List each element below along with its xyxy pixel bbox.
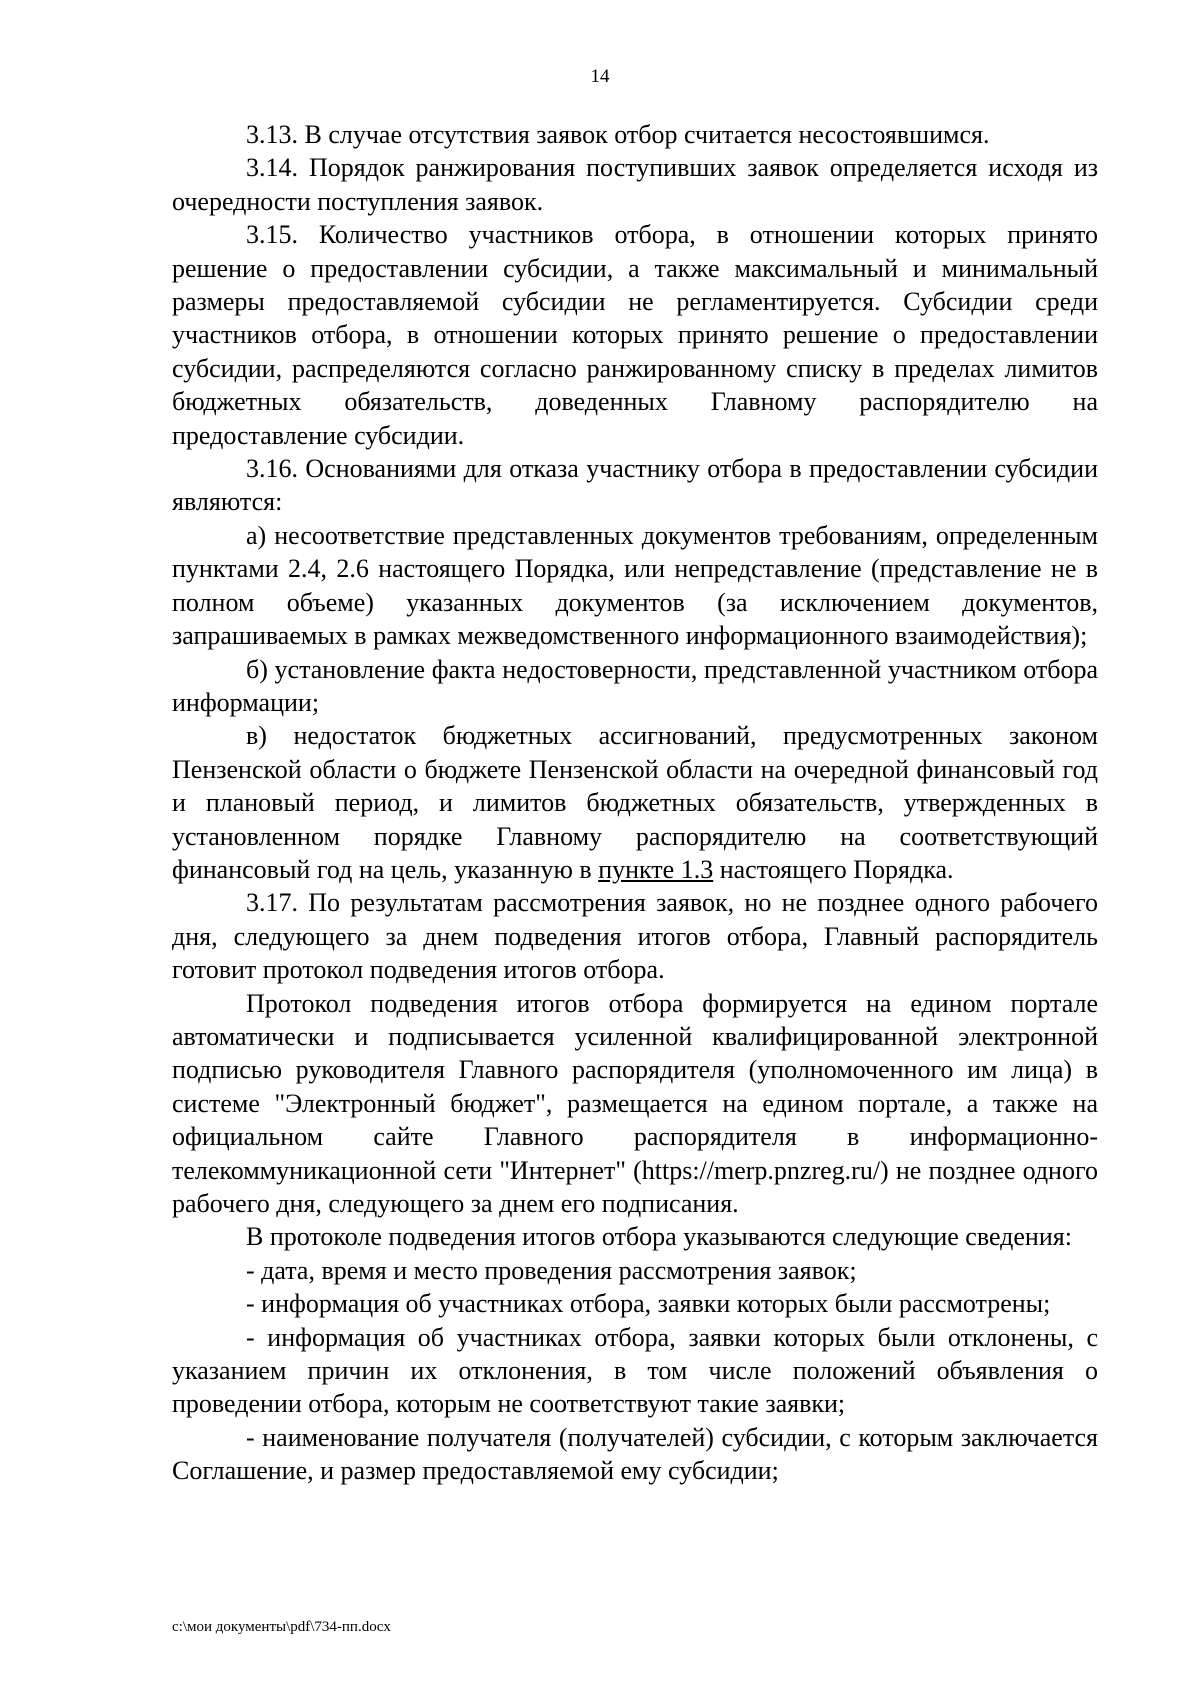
- paragraph-3-13: 3.13. В случае отсутствия заявок отбор считается несостоявшимся.: [246, 120, 990, 149]
- list-item-date-time: - дата, время и место проведения рассмотрения заявок;: [246, 1255, 857, 1285]
- footer-file-path: c:\мои документы\pdf\734-пп.docx: [172, 1619, 391, 1635]
- list-item-recipient: - наименование получателя (получателей) субсидии, с которым заключается Соглашение, и размер предоставляемой ему субсидии;: [172, 1422, 1098, 1486]
- paragraph-3-17: 3.17. По результатам рассмотрения заявок, но не позднее одного рабочего дня, следующего за днем подведения итогов отбора, Главный распорядитель готовит протокол подведения итогов отбора.: [172, 888, 1098, 985]
- clause-1-3-link[interactable]: пункте 1.3: [598, 854, 714, 884]
- paragraph-3-16-c-end: настоящего Порядка.: [713, 854, 954, 884]
- paragraph-3-14: 3.14. Порядок ранжирования поступивших заявок определяется исходя из очередности поступления заявок.: [172, 153, 1098, 216]
- paragraph-3-16-c: [172, 719, 1098, 886]
- paragraph-3-16-b: б) установление факта недостоверности, представленной участником отбора информации;: [172, 654, 1098, 717]
- list-item-rejected: - информация об участниках отбора, заявки которых были отклонены, с указанием причин их отклонения, в том числе положений объявления о проведении отбора, которым не соответствуют такие заявки;: [172, 1322, 1098, 1419]
- list-item-reviewed: - информация об участниках отбора, заявки которых были рассмотрены;: [246, 1289, 1051, 1319]
- paragraph-protocol: Протокол подведения итогов отбора формируется на едином портале автоматически и подписывается усиленной квалифицированной электронной подписью руководителя Главного распорядителя (уполномоченного им лица) в системе "Электронный бюджет", размещается на едином портале, а также на официальном сайте Главного распорядителя в информационно-телекоммуникационной сети "Интернет" (https://merp.pnzreg.ru/) не позднее одного рабочего дня, следующего за днем его подписания.: [172, 988, 1098, 1218]
- paragraph-3-15: 3.15. Количество участников отбора, в отношении которых принято решение о предоставлении субсидии, а также максимальный и минимальный размеры предоставляемой субсидии не регламентируется. Субсидии среди участников отбора, в отношении которых принято решение о предоставлении субсидии, распределяются согласно ранжированному списку в пределах лимитов бюджетных обязательств, доведенных Главному распорядителю на предоставление субсидии.: [172, 220, 1098, 450]
- document-body: [172, 118, 1098, 1488]
- paragraph-3-16-a: а) несоответствие представленных документов требованиям, определенным пунктами 2.4, 2.6 настоящего Порядка, или непредставление (представление не в полном объеме) указанных документов (за исключением документов, запрашиваемых в рамках межведомственного информационного взаимодействия);: [172, 520, 1098, 651]
- page-number: 14: [590, 66, 610, 87]
- paragraph-3-16-c-text: в) недостаток бюджетных ассигнований, предусмотренных законом Пензенской области о бюджете Пензенской области на очередной финансовый год и плановый период, и лимитов бюджетных обязательств, утвержденных в установленном порядке Главному распорядителю на соответствующий финансовый год на цель, указанную в: [172, 721, 1098, 884]
- paragraph-3-16: 3.16. Основаниями для отказа участнику отбора в предоставлении субсидии являются:: [172, 454, 1098, 517]
- paragraph-protocol-info: В протоколе подведения итогов отбора указываются следующие сведения:: [246, 1222, 1072, 1252]
